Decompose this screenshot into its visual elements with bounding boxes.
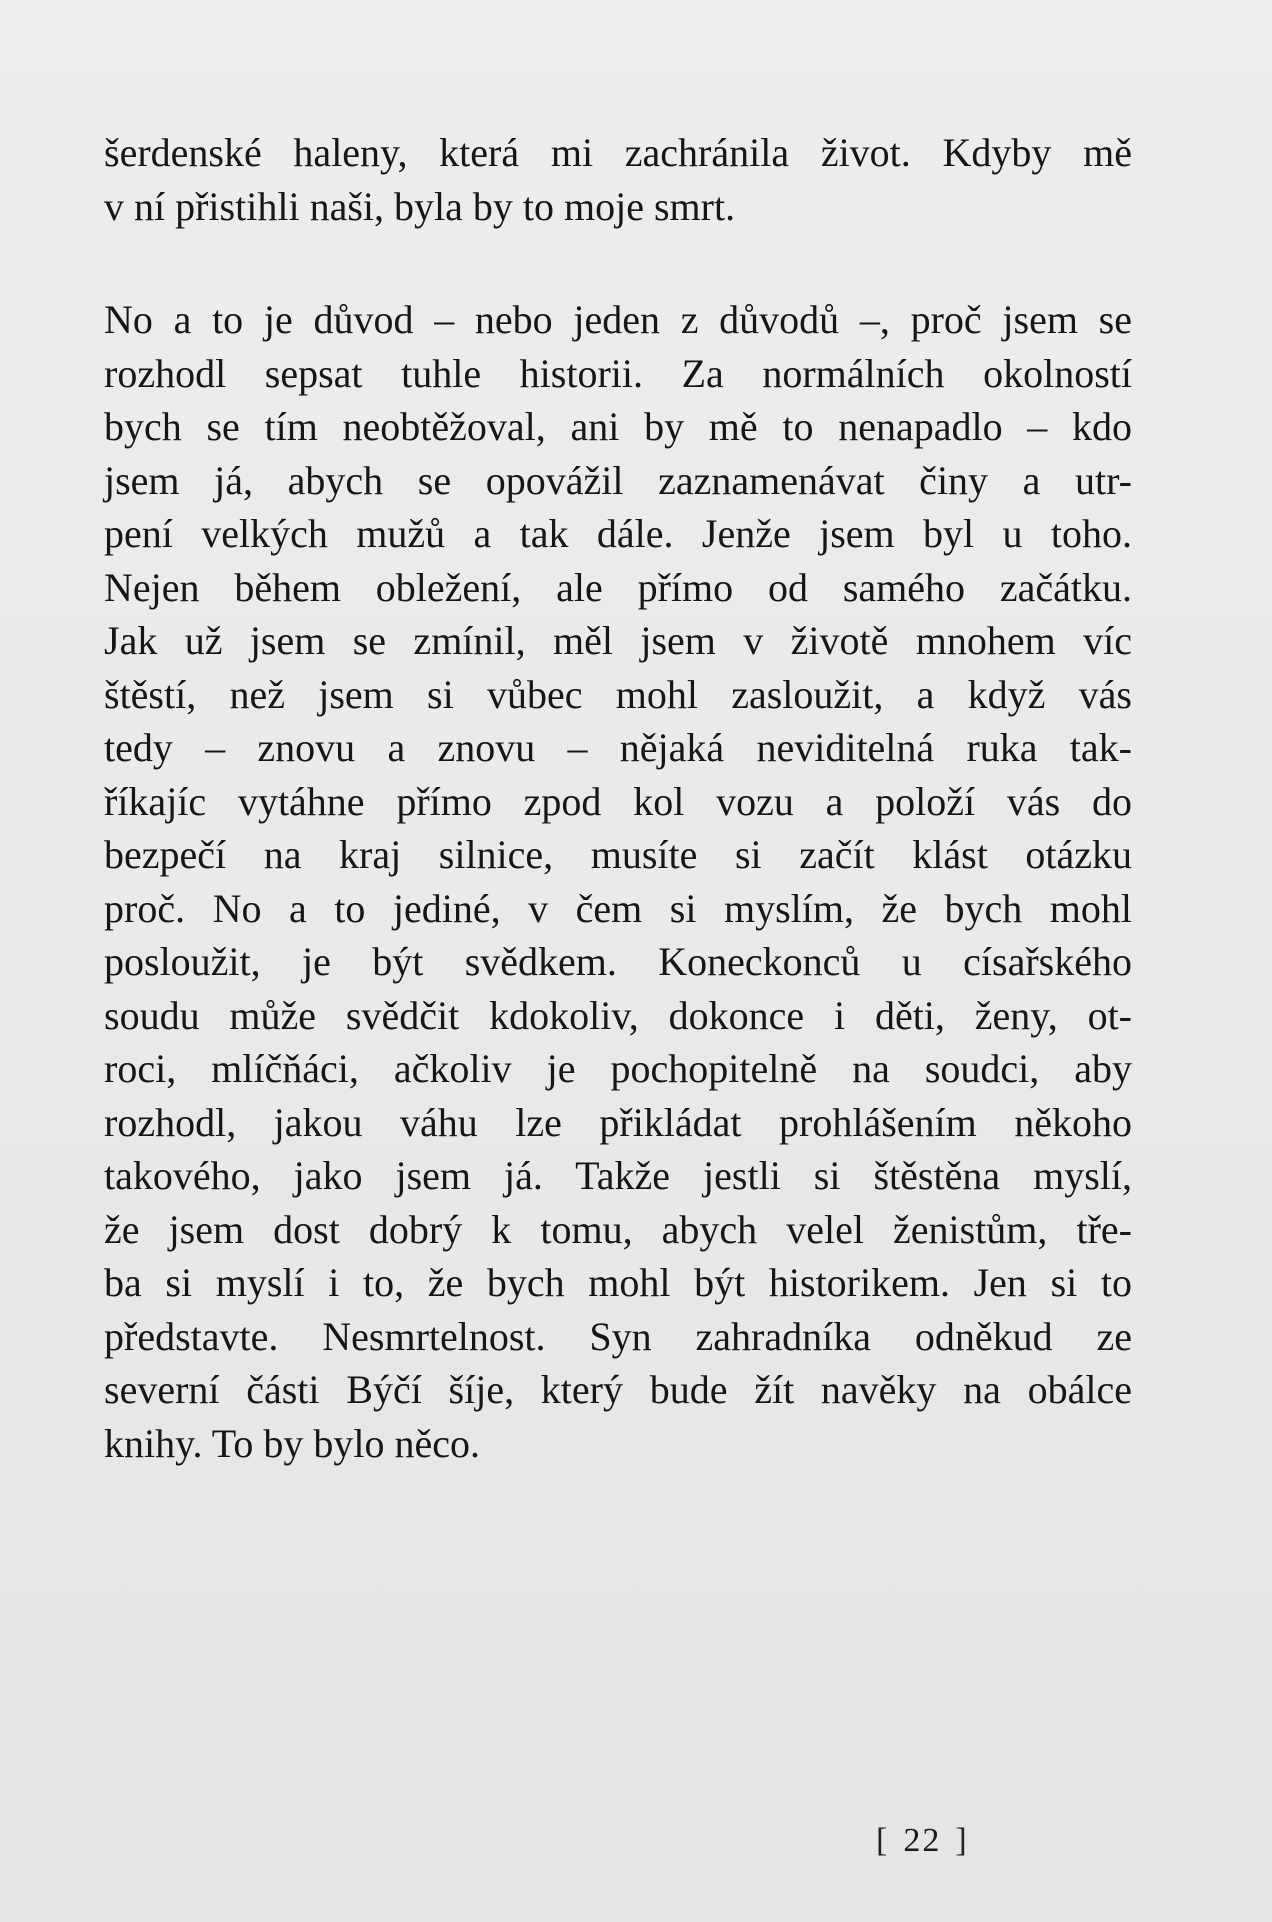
page-number-close-bracket: ] xyxy=(955,1822,969,1859)
text-line: že jsem dost dobrý k tomu, abych velel ženistům, tře- xyxy=(104,1206,1132,1252)
page-number xyxy=(876,1822,969,1860)
paragraph-gap xyxy=(104,233,1132,293)
text-line: ba si myslí i to, že bych mohl být historikem. Jen si to xyxy=(104,1260,1132,1305)
text-line: rozhodl sepsat tuhle historii. Za normálních okolností xyxy=(104,350,1132,396)
text-line: Jak už jsem se zmínil, měl jsem v životě mnohem víc xyxy=(104,618,1132,663)
text-line: jsem já, abych se opovážil zaznamenávat činy a utr- xyxy=(104,457,1132,503)
text-line: knihy. To by bylo něco. xyxy=(104,1420,481,1466)
text-line: představte. Nesmrtelnost. Syn zahradníka odněkud ze xyxy=(104,1313,1132,1359)
text-line: Nejen během obležení, ale přímo od samého začátku. xyxy=(104,564,1132,610)
text-line: severní části Býčí šíje, který bude žít navěky na obálce xyxy=(104,1367,1132,1412)
text-line: šerdenské haleny, která mi zachránila život. Kdyby mě xyxy=(104,130,1132,175)
text-line: tedy – znovu a znovu – nějaká neviditelná ruka tak- xyxy=(104,725,1132,770)
text-line: pení velkých mužů a tak dále. Jenže jsem byl u toho. xyxy=(104,511,1132,556)
page-number-value: 22 xyxy=(903,1822,942,1859)
text-line: říkajíc vytáhne přímo zpod kol vozu a položí vás do xyxy=(104,778,1132,824)
paragraph-1 xyxy=(104,126,1132,233)
text-line: proč. No a to jediné, v čem si myslím, že bych mohl xyxy=(104,885,1132,931)
paragraph-2 xyxy=(104,293,1132,1470)
text-line: štěstí, než jsem si vůbec mohl zasloužit, a když vás xyxy=(104,671,1132,717)
text-line: roci, mlíčňáci, ačkoliv je pochopitelně na soudci, aby xyxy=(104,1046,1132,1091)
body-text xyxy=(104,126,1132,1470)
text-line: posloužit, je být svědkem. Koneckonců u císařského xyxy=(104,939,1132,984)
text-line: v ní přistihli naši, byla by to moje smrt. xyxy=(104,183,736,229)
text-line: rozhodl, jakou váhu lze přikládat prohlášením někoho xyxy=(104,1099,1132,1145)
text-line: No a to je důvod – nebo jeden z důvodů –, proč jsem se xyxy=(104,297,1132,342)
text-line: soudu může svědčit kdokoliv, dokonce i děti, ženy, ot- xyxy=(104,992,1132,1038)
text-line: bych se tím neobtěžoval, ani by mě to nenapadlo – kdo xyxy=(104,404,1132,449)
text-line: takového, jako jsem já. Takže jestli si štěstěna myslí, xyxy=(104,1153,1132,1198)
page-number-open-bracket: [ xyxy=(876,1822,890,1859)
text-line: bezpečí na kraj silnice, musíte si začít klást otázku xyxy=(104,832,1132,877)
